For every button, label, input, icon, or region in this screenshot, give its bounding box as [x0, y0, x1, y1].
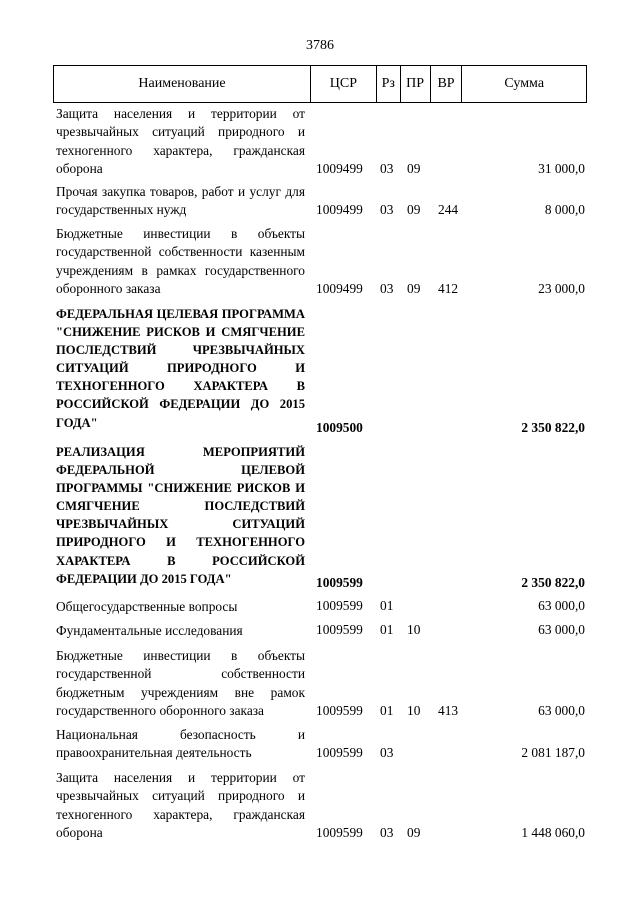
header-rz: Рз [377, 66, 401, 102]
table-header [53, 65, 587, 103]
row-vr: 413 [438, 703, 459, 718]
header-csr: ЦСР [311, 66, 377, 102]
row-sum: 63 000,0 [538, 598, 585, 613]
row-csr: 1009599 [316, 745, 363, 760]
row-csr: 1009599 [316, 575, 363, 590]
row-vr: 412 [438, 281, 459, 296]
table-row [53, 305, 587, 435]
row-sum: 8 000,0 [544, 202, 585, 217]
row-csr: 1009499 [316, 161, 363, 176]
row-sum: 2 350 822,0 [521, 420, 585, 435]
row-sum: 63 000,0 [538, 622, 585, 637]
row-csr: 1009599 [316, 825, 363, 840]
header-vr: ВР [431, 66, 463, 102]
row-rz: 01 [380, 598, 394, 613]
table-row [53, 598, 587, 618]
row-rz: 03 [380, 281, 394, 296]
row-name: Общегосударственные вопросы [56, 599, 238, 614]
table-row [53, 622, 587, 642]
row-name: ФЕДЕРАЛЬНАЯ ЦЕЛЕВАЯ ПРОГРАММА "СНИЖЕНИЕ РИСКОВ И СМЯГЧЕНИЕ ПОСЛЕДСТВИЙ ЧРЕЗВЫЧАЙНЫХ СИТУАЦИЙ ПРИРОДНОГО И ТЕХНОГЕННОГО ХАРАКТЕРА В РОССИЙСКОЙ ФЕДЕРАЦИИ ДО 2015 ГОДА" [56, 307, 305, 430]
row-csr: 1009599 [316, 703, 363, 718]
row-name: РЕАЛИЗАЦИЯ МЕРОПРИЯТИЙ ФЕДЕРАЛЬНОЙ ЦЕЛЕВОЙ ПРОГРАММЫ "СНИЖЕНИЕ РИСКОВ И СМЯГЧЕНИЕ ПОСЛЕДСТВИЙ ЧРЕЗВЫЧАЙНЫХ СИТУАЦИЙ ПРИРОДНОГО И ТЕХНОГЕННОГО ХАРАКТЕРА В РОССИЙСКОЙ ФЕДЕРАЦИИ ДО 2015 ГОДА" [56, 445, 305, 586]
header-name: Наименование [54, 66, 311, 102]
row-pr: 09 [407, 825, 421, 840]
row-name: Прочая закупка товаров, работ и услуг для государственных нужд [56, 184, 305, 218]
row-csr: 1009599 [316, 622, 363, 637]
row-name: Защита населения и территории от чрезвычайных ситуаций природного и техногенного характера, гражданская оборона [56, 770, 305, 841]
table-row [53, 726, 587, 764]
table-row [53, 769, 587, 844]
row-name: Защита населения и территории от чрезвычайных ситуаций природного и техногенного характера, гражданская оборона [56, 106, 305, 177]
row-sum: 23 000,0 [538, 281, 585, 296]
row-csr: 1009499 [316, 281, 363, 296]
header-sum: Сумма [504, 76, 545, 91]
row-rz: 01 [380, 622, 394, 637]
row-csr: 1009599 [316, 598, 363, 613]
row-pr: 09 [407, 202, 421, 217]
row-sum: 1 448 060,0 [521, 825, 585, 840]
table-row [53, 105, 587, 180]
row-name: Бюджетные инвестиции в объекты государственной собственности казенным учреждениям в рамках государственного оборонного заказа [56, 226, 305, 297]
row-csr: 1009500 [316, 420, 363, 435]
row-rz: 03 [380, 825, 394, 840]
table-row [53, 647, 587, 722]
row-pr: 09 [407, 281, 421, 296]
row-rz: 03 [380, 202, 394, 217]
row-rz: 01 [380, 703, 394, 718]
row-sum: 63 000,0 [538, 703, 585, 718]
row-sum: 2 081 187,0 [521, 745, 585, 760]
row-rz: 03 [380, 161, 394, 176]
row-vr: 244 [438, 202, 459, 217]
row-sum: 2 350 822,0 [521, 575, 585, 590]
row-name: Бюджетные инвестиции в объекты государственной собственности бюджетным учреждениям вне рамок государственного оборонного заказа [56, 648, 305, 719]
row-pr: 10 [407, 703, 421, 718]
row-name: Национальная безопасность и правоохранительная деятельность [56, 727, 305, 761]
row-rz: 03 [380, 745, 394, 760]
row-pr: 09 [407, 161, 421, 176]
page-number: 3786 [306, 38, 334, 53]
table-row [53, 225, 587, 300]
row-pr: 10 [407, 622, 421, 637]
table-row [53, 183, 587, 221]
row-name: Фундаментальные исследования [56, 623, 243, 638]
row-csr: 1009499 [316, 202, 363, 217]
header-pr: ПР [401, 66, 431, 102]
table-row [53, 443, 587, 591]
row-sum: 31 000,0 [538, 161, 585, 176]
